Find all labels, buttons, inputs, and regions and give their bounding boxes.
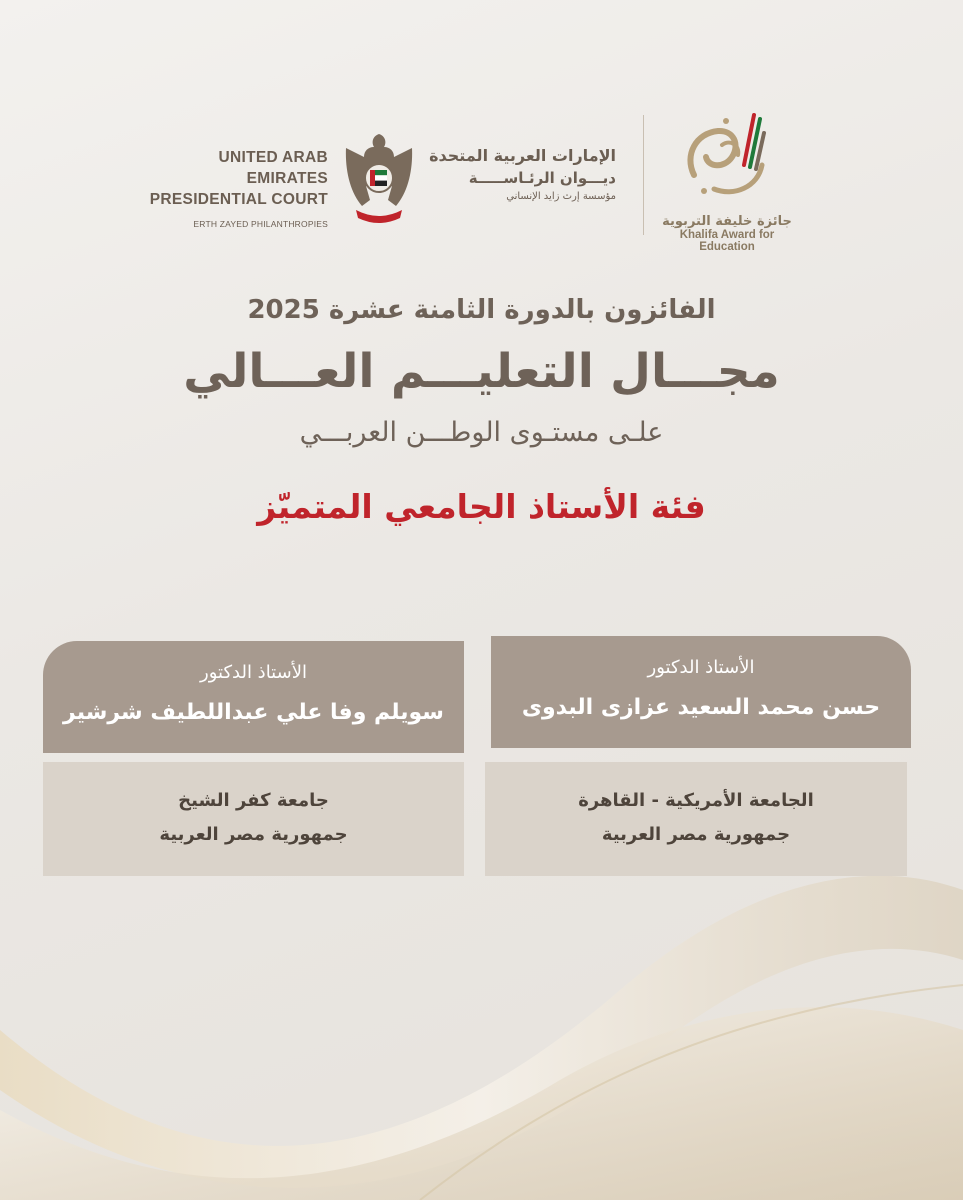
winner-university: الجامعة الأمريكية - القاهرة xyxy=(578,790,814,811)
winner-card-body-1 xyxy=(485,762,907,876)
winners-edition-title: الفائزون بالدورة الثامنة عشرة 2025 xyxy=(247,295,716,325)
titles-block xyxy=(0,290,963,532)
winner-card-body-2 xyxy=(43,762,464,876)
winner-country: جمهورية مصر العربية xyxy=(159,824,348,845)
khalifa-calligraphy-icon xyxy=(674,105,780,211)
category-title: فئة الأستاذ الجامعي المتميّز xyxy=(257,487,706,526)
uae-name-ar: الإمارات العربية المتحدة xyxy=(429,146,616,165)
winner-name: سويلم وفا علي عبداللطيف شرشير xyxy=(63,700,444,725)
khalifa-award-en: Khalifa Award for Education xyxy=(679,229,775,253)
uae-presidential-court-arabic xyxy=(426,145,616,202)
winner-country: جمهورية مصر العربية xyxy=(601,824,791,845)
khalifa-award-logo xyxy=(652,105,802,253)
khalifa-award-ar: جائزة خليفة التربوية xyxy=(662,214,792,229)
uae-eagle-emblem-icon xyxy=(340,130,418,230)
winner-title: الأستاذ الدكتور xyxy=(647,657,755,678)
winner-card-header-2 xyxy=(43,641,464,753)
winner-title: الأستاذ الدكتور xyxy=(200,662,307,683)
uae-presidential-court-english xyxy=(142,147,328,229)
presidential-court-en: PRESIDENTIAL COURT xyxy=(149,191,328,208)
winner-university: جامعة كفر الشيخ xyxy=(178,790,329,811)
header-divider xyxy=(643,115,644,235)
winner-name: حسن محمد السعيد عزازى البدوى xyxy=(521,695,881,720)
field-title: مجـــال التعليـــم العـــالي xyxy=(183,344,780,399)
erth-zayed-ar: مؤسسة إرث زايد الإنساني xyxy=(506,191,616,202)
scope-subtitle: علـى مستـوى الوطـــن العربـــي xyxy=(299,417,664,448)
winner-card-header-1 xyxy=(491,636,911,748)
presidential-court-ar: ديـــوان الرئـاســـــة xyxy=(468,169,616,187)
erth-zayed-en: ERTH ZAYED PHILANTHROPIES xyxy=(193,219,328,229)
uae-name-en: UNITED ARAB EMIRATES xyxy=(218,149,328,187)
header xyxy=(0,95,963,253)
